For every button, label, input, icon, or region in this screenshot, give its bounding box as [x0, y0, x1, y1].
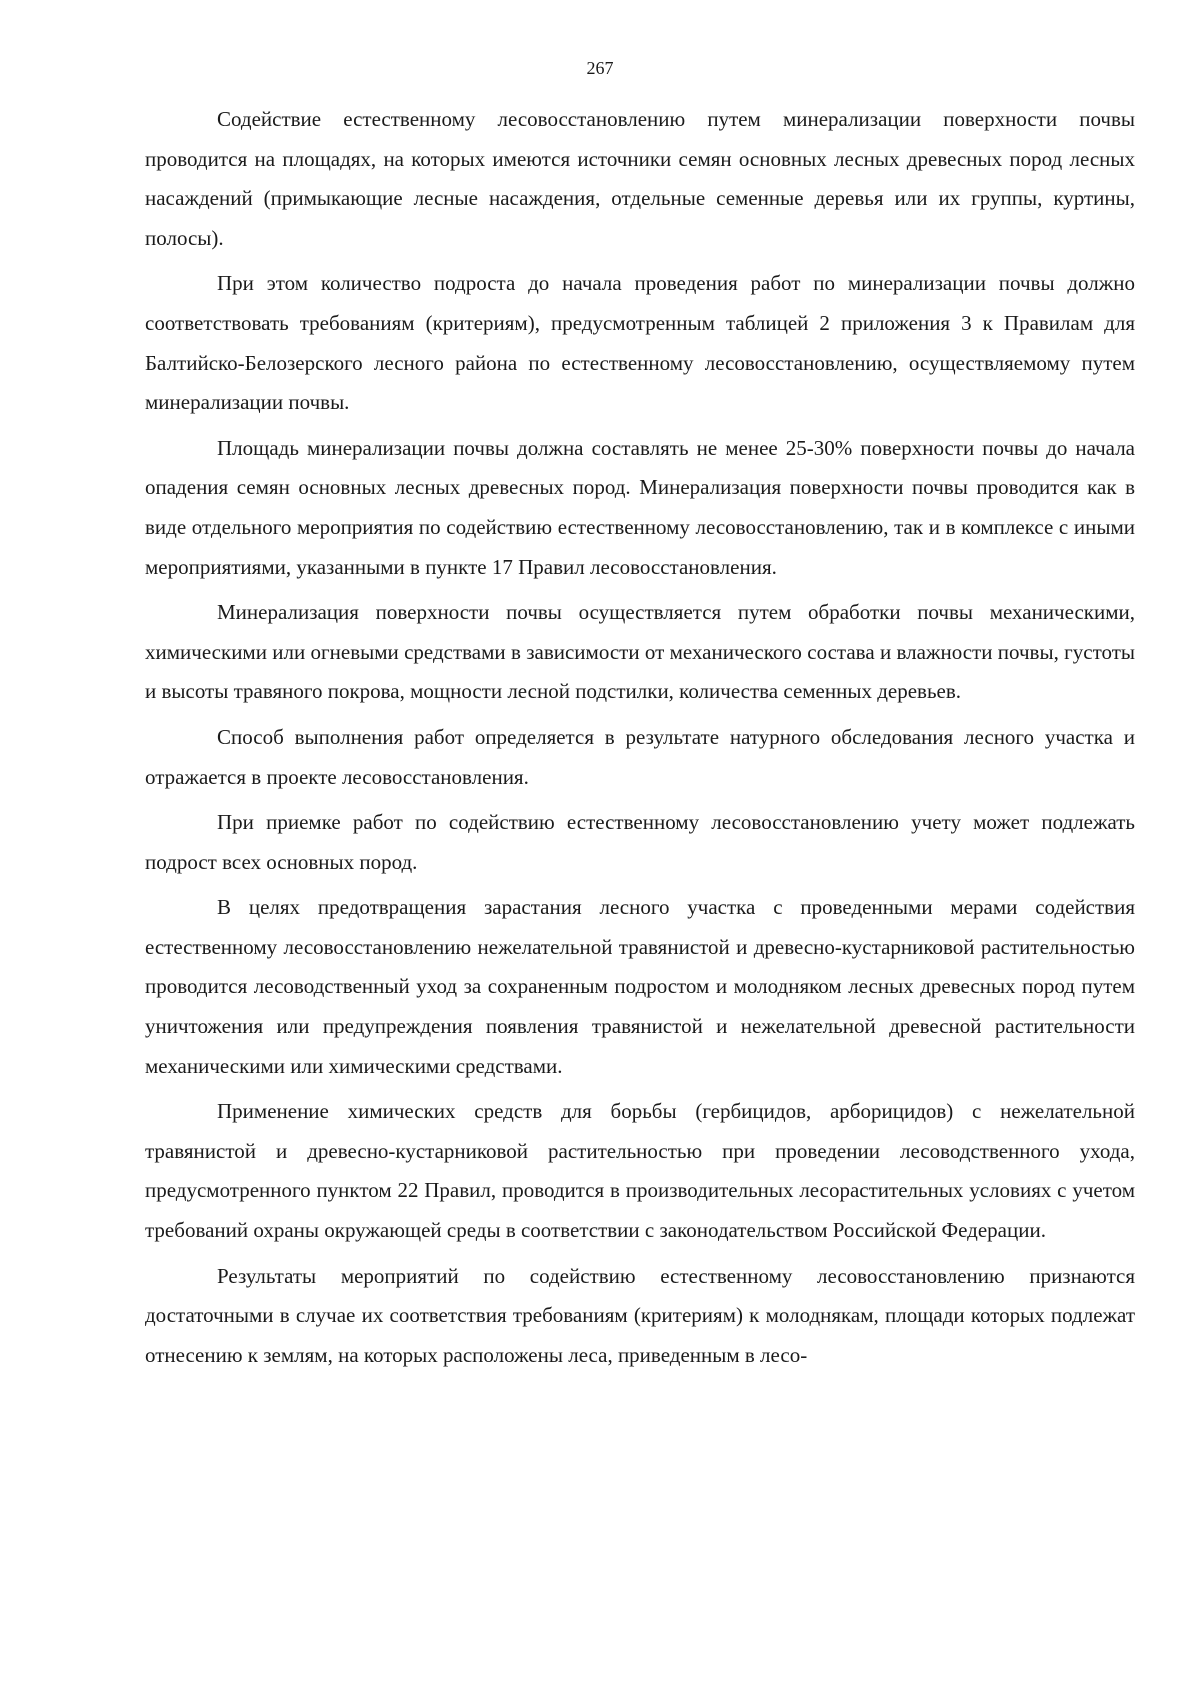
paragraph-7: В целях предотвращения зарастания лесного участка с проведенными мерами содействия естественному лесовосстановлению нежелательной травянистой и древесно-кустарниковой растительностью проводится лесоводственный уход за сохраненным подростом и молодняком лесных древесных пород путем уничтожения или предупреждения появления травянистой и нежелательной древесной растительности механическими или химическими средствами.: [145, 895, 1135, 1078]
paragraph-9: Результаты мероприятий по содействию естественному лесовосстановлению признаются достаточными в случае их соответствия требованиям (критериям) к молоднякам, площади которых подлежат отнесению к землям, на которых расположены леса, приведенным в лесо-: [145, 1263, 1135, 1367]
paragraph-6: При приемке работ по содействию естественному лесовосстановлению учету может подлежать подрост всех основных пород.: [145, 810, 1135, 874]
document-body: [145, 100, 1135, 1381]
paragraph-8: Применение химических средств для борьбы (гербицидов, арборицидов) с нежелательной травянистой и древесно-кустарниковой растительностью при проведении лесоводственного ухода, предусмотренного пунктом 22 Правил, проводится в производительных лесорастительных условиях с учетом требований охраны окружающей среды в соответствии с законодательством Российской Федерации.: [145, 1099, 1135, 1243]
paragraph-3: Площадь минерализации почвы должна составлять не менее 25-30% поверхности почвы до начала опадения семян основных лесных древесных пород. Минерализация поверхности почвы проводится как в виде отдельного мероприятия по содействию естественному лесовосстановлению, так и в комплексе с иными мероприятиями, указанными в пункте 17 Правил лесовосстановления.: [145, 435, 1135, 579]
paragraph-2: При этом количество подроста до начала проведения работ по минерализации почвы должно соответствовать требованиям (критериям), предусмотренным таблицей 2 приложения 3 к Правилам для Балтийско-Белозерского лесного района по естественному лесовосстановлению, осуществляемому путем минерализации почвы.: [145, 271, 1135, 415]
paragraph-5: Способ выполнения работ определяется в результате натурного обследования лесного участка и отражается в проекте лесовосстановления.: [145, 724, 1135, 789]
paragraph-1: Содействие естественному лесовосстановлению путем минерализации поверхности почвы проводится на площадях, на которых имеются источники семян основных лесных древесных пород лесных насаждений (примыкающие лесные насаждения, отдельные семенные деревья или их группы, куртины, полосы).: [145, 107, 1135, 250]
page-number: 267: [586, 58, 614, 78]
paragraph-4: Минерализация поверхности почвы осуществляется путем обработки почвы механическими, химическими или огневыми средствами в зависимости от механического состава и влажности почвы, густоты и высоты травяного покрова, мощности лесной подстилки, количества семенных деревьев.: [145, 600, 1135, 704]
